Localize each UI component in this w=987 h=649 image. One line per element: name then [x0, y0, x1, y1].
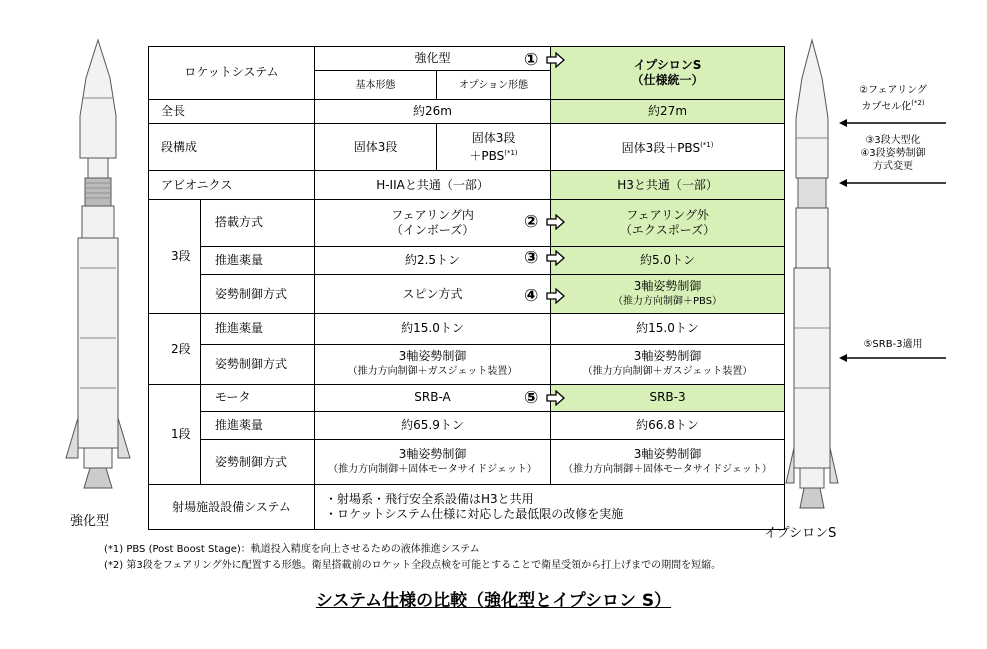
stage3-attitude-epsilon-line2: （推力方向制御＋PBS） — [613, 296, 723, 308]
header-enhanced: 強化型 — [315, 47, 551, 71]
stage3-mount-enhanced-line2: （インボーズ） — [390, 222, 475, 237]
marker-1-number: ① — [524, 50, 539, 70]
stage-config-option-line2: ＋PBS — [469, 148, 505, 163]
annotation-arrow-3 — [838, 353, 948, 363]
stage-config-option-line1: 固体3段 — [471, 130, 516, 145]
marker-3-arrow-icon — [546, 250, 566, 266]
stage2-propellant-epsilon: 約15.0トン — [551, 313, 785, 344]
stage1-motor-enhanced: SRB-A — [315, 385, 551, 411]
annotation-fairing-note: (*2) — [911, 99, 925, 107]
stage3-propellant-epsilon: 約5.0トン — [551, 246, 785, 275]
marker-5-number: ⑤ — [524, 388, 539, 408]
annotation-fairing-line2: カプセル化 — [861, 101, 912, 113]
annotation-stage3-line2: ④3段姿勢制御 — [860, 148, 926, 159]
stage1-propellant-label: 推進薬量 — [201, 411, 315, 440]
enhanced-rocket-label: 強化型 — [70, 514, 110, 529]
stage1-attitude-enhanced-line1: 3軸姿勢制御 — [398, 447, 467, 462]
row-avionics-label: アビオニクス — [149, 171, 315, 200]
stage-config-option-note: (*1) — [504, 148, 518, 157]
stage2-attitude-enhanced-line2: （推力方向制御＋ガスジェット装置） — [347, 366, 518, 378]
spec-comparison-table — [148, 46, 785, 530]
epsilon-s-rocket-illustration — [782, 38, 842, 518]
marker-2-arrow-icon — [546, 214, 566, 230]
stage3-mount-label: 搭載方式 — [201, 199, 315, 246]
row-length-enhanced: 約26m — [315, 99, 551, 123]
marker-4 — [524, 286, 570, 306]
header-epsilon-s-sub: （仕様統一） — [631, 72, 704, 87]
stage3-mount-epsilon-line2: （エクスポーズ） — [619, 222, 716, 237]
annotation-stage3-line1: ③3段大型化 — [865, 135, 921, 146]
header-rocket-system: ロケットシステム — [149, 47, 315, 100]
launch-site-bullet-1: ・射場系・飛行安全系設備はH3と共用 — [325, 492, 534, 507]
marker-1-arrow-icon — [546, 52, 566, 68]
marker-5 — [524, 388, 570, 408]
stage3-attitude-epsilon-line1: 3軸姿勢制御 — [633, 279, 702, 294]
row-launch-site-label: 射場施設設備システム — [149, 485, 315, 530]
stage1-motor-epsilon: SRB-3 — [551, 385, 785, 411]
row-launch-site-content — [315, 485, 785, 530]
stage3-mount-enhanced-line1: フェアリング内 — [391, 207, 474, 222]
stage2-attitude-epsilon — [551, 344, 785, 385]
row-length-epsilon: 約27m — [551, 99, 785, 123]
stage3-mount-epsilon — [551, 199, 785, 246]
row-avionics-enhanced: H-IIAと共通（一部） — [315, 171, 551, 200]
stage1-propellant-epsilon: 約66.8トン — [551, 411, 785, 440]
stage2-group-label: 2段 — [149, 313, 201, 384]
stage3-propellant-label: 推進薬量 — [201, 246, 315, 275]
enhanced-rocket-illustration — [58, 38, 138, 500]
stage1-attitude-enhanced-line2: （推力方向制御＋固体モータサイドジェット） — [328, 464, 537, 476]
stage3-attitude-label: 姿勢制御方式 — [201, 275, 315, 314]
marker-2-number: ② — [524, 212, 539, 232]
header-basic-form: 基本形態 — [315, 71, 437, 100]
marker-4-number: ④ — [524, 286, 539, 306]
row-avionics-epsilon: H3と共通（一部） — [551, 171, 785, 200]
header-epsilon-s-name: イプシロンS — [633, 57, 702, 72]
annotation-arrow-1 — [838, 118, 948, 128]
stage2-attitude-epsilon-line1: 3軸姿勢制御 — [633, 349, 702, 364]
stage1-attitude-epsilon-line2: （推力方向制御＋固体モータサイドジェット） — [563, 464, 772, 476]
annotation-stage3 — [846, 134, 940, 173]
stage1-motor-label: モータ — [201, 385, 315, 411]
stage1-group-label: 1段 — [149, 385, 201, 485]
launch-site-bullet-2: ・ロケットシステム仕様に対応した最低限の改修を実施 — [325, 507, 624, 522]
row-stage-config-basic: 固体3段 — [315, 124, 437, 171]
marker-1 — [524, 50, 570, 70]
annotation-fairing-line1: ②フェアリング — [859, 85, 927, 96]
marker-3 — [524, 248, 570, 268]
marker-5-arrow-icon — [546, 390, 566, 406]
marker-2 — [524, 212, 570, 232]
annotation-srb3: ⑤SRB-3適用 — [863, 339, 923, 350]
stage3-attitude-enhanced: スピン方式 — [315, 275, 551, 314]
header-epsilon-s — [551, 47, 785, 100]
stage-config-epsilon-text: 固体3段＋PBS — [621, 141, 701, 156]
marker-4-arrow-icon — [546, 288, 566, 304]
stage3-mount-enhanced — [315, 199, 551, 246]
stage3-attitude-epsilon — [551, 275, 785, 314]
stage2-attitude-epsilon-line2: （推力方向制御＋ガスジェット装置） — [582, 366, 753, 378]
stage1-attitude-epsilon — [551, 440, 785, 485]
stage1-attitude-label: 姿勢制御方式 — [201, 440, 315, 485]
stage3-propellant-enhanced: 約2.5トン — [315, 246, 551, 275]
epsilon-s-rocket-label: イプシロンS — [764, 526, 837, 541]
stage2-propellant-enhanced: 約15.0トン — [315, 313, 551, 344]
annotation-stage3-line3: 方式変更 — [873, 161, 913, 172]
stage2-propellant-label: 推進薬量 — [201, 313, 315, 344]
stage-config-epsilon-note: (*1) — [700, 141, 714, 150]
row-stage-config-label: 段構成 — [149, 124, 315, 171]
row-stage-config-option — [437, 124, 551, 171]
footnote-1: (*1) PBS (Post Boost Stage)：軌道投入精度を向上させるための液体推進システム — [104, 544, 480, 555]
row-length-label: 全長 — [149, 99, 315, 123]
stage2-attitude-label: 姿勢制御方式 — [201, 344, 315, 385]
stage2-attitude-enhanced-line1: 3軸姿勢制御 — [398, 349, 467, 364]
stage2-attitude-enhanced — [315, 344, 551, 385]
header-option-form: オプション形態 — [437, 71, 551, 100]
annotation-fairing-capsule — [846, 84, 940, 113]
stage3-group-label: 3段 — [149, 199, 201, 313]
annotation-arrow-2 — [838, 178, 948, 188]
stage3-mount-epsilon-line1: フェアリング外 — [626, 207, 709, 222]
marker-3-number: ③ — [524, 248, 539, 268]
row-stage-config-epsilon — [551, 124, 785, 171]
stage1-attitude-enhanced — [315, 440, 551, 485]
stage1-propellant-enhanced: 約65.9トン — [315, 411, 551, 440]
figure-title: システム仕様の比較（強化型とイプシロン S） — [315, 591, 672, 611]
footnote-2: (*2) 第3段をフェアリング外に配置する形態。衛星搭載前のロケット全段点検を可能とすることで衛星受領から打上げまでの期間を短縮。 — [104, 560, 722, 571]
stage1-attitude-epsilon-line1: 3軸姿勢制御 — [633, 447, 702, 462]
